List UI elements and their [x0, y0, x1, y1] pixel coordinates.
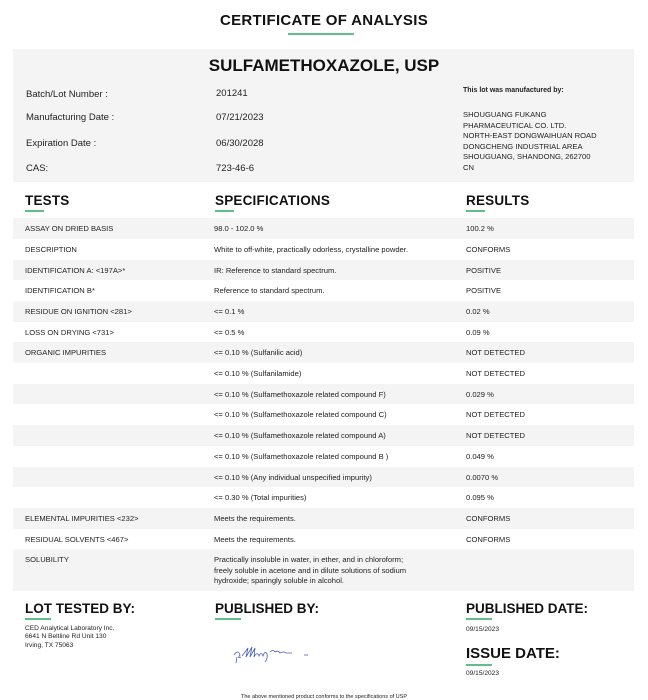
test-result: CONFORMS	[466, 513, 511, 523]
test-spec	[214, 555, 406, 587]
lab-line: Irving, TX 75063	[25, 641, 74, 649]
test-result: 0.029 %	[466, 389, 494, 399]
manufacturer-address	[463, 110, 597, 174]
test-spec: White to off-white, practically odorless, crystalline powder.	[214, 245, 409, 254]
test-spec: <= 0.10 % (Sulfamethoxazole related compound B )	[214, 451, 389, 461]
cas-value: 723-46-6	[216, 163, 255, 174]
test-spec: Reference to standard spectrum.	[214, 286, 325, 296]
signature-image	[232, 643, 332, 665]
test-spec: <= 0.10 % (Sulfamethoxazole related compound C)	[214, 410, 387, 420]
manufacturer-line: PHARMACEUTICAL CO. LTD.	[463, 120, 567, 130]
header-underline	[25, 210, 44, 212]
table-row	[13, 322, 634, 343]
cas-label: CAS:	[26, 163, 49, 174]
test-name: RESIDUE ON IGNITION <281>	[25, 306, 132, 316]
issue-date-heading: ISSUE DATE:	[466, 645, 560, 662]
test-spec: IR: Reference to standard spectrum.	[214, 265, 337, 275]
published-date-value: 09/15/2023	[466, 626, 500, 633]
published-date-heading: PUBLISHED DATE:	[466, 601, 589, 616]
test-name: IDENTIFICATION B*	[25, 286, 95, 296]
test-result: CONFORMS	[466, 245, 511, 254]
test-name: RESIDUAL SOLVENTS <467>	[25, 534, 129, 544]
test-name: ORGANIC IMPURITIES	[25, 348, 107, 358]
table-row	[13, 384, 634, 405]
heading-underline	[215, 618, 241, 620]
batch-lot-value: 201241	[216, 88, 248, 99]
test-result: 100.2 %	[466, 224, 494, 233]
product-name: SULFAMETHOXAZOLE, USP	[208, 56, 440, 75]
manufacturing-date-label: Manufacturing Date :	[26, 112, 115, 123]
test-result: POSITIVE	[466, 265, 502, 275]
manufacturer-line: NORTH-EAST DONGWAIHUAN ROAD	[463, 131, 597, 141]
table-row-solubility	[13, 549, 634, 591]
heading-underline	[466, 618, 492, 620]
published-by-heading: PUBLISHED BY:	[215, 601, 320, 616]
test-result: 0.02 %	[466, 306, 490, 316]
column-header-results: RESULTS	[466, 193, 530, 208]
manufacturer-heading: This lot was manufactured by:	[463, 87, 564, 94]
test-name: DESCRIPTION	[25, 245, 77, 254]
spec-line: Practically insoluble in water, in ether, and in chloroform;	[214, 555, 404, 565]
spec-line: freely soluble in acetone and in dilute solutions of sodium	[214, 565, 407, 575]
table-row	[13, 218, 634, 239]
lab-line: CED Analytical Laboratory Inc.	[25, 625, 115, 632]
test-spec: <= 0.10 % (Any individual unspecified impurity)	[214, 472, 372, 482]
table-row	[13, 404, 634, 425]
test-result: CONFORMS	[466, 534, 511, 544]
table-row	[13, 301, 634, 322]
test-spec: <= 0.1 %	[214, 306, 245, 316]
table-row	[13, 280, 634, 301]
test-spec: <= 0.5 %	[214, 327, 245, 337]
test-spec: <= 0.10 % (Sulfanilic acid)	[214, 348, 303, 358]
document-title: CERTIFICATE OF ANALYSIS	[219, 12, 429, 29]
test-name: ASSAY ON DRIED BASIS	[25, 224, 114, 233]
test-result: NOT DETECTED	[466, 431, 525, 441]
test-result: 0.09 %	[466, 327, 490, 337]
table-row	[13, 363, 634, 384]
manufacturer-line: SHOUGUANG, SHANDONG, 262700	[463, 152, 591, 162]
test-name: IDENTIFICATION A: <197A>*	[25, 265, 126, 275]
manufacturer-line: SHOUGUANG FUKANG	[463, 110, 547, 119]
manufacturing-date-value: 07/21/2023	[216, 112, 264, 123]
spec-line: hydroxide; sparingly soluble in alcohol.	[214, 576, 345, 586]
heading-underline	[25, 618, 51, 620]
test-spec: <= 0.10 % (Sulfamethoxazole related compound A)	[214, 431, 386, 441]
test-result: POSITIVE	[466, 286, 502, 296]
column-header-tests: TESTS	[25, 193, 70, 208]
table-row	[13, 467, 634, 488]
test-name: LOSS ON DRYING <731>	[25, 327, 114, 337]
table-row	[13, 529, 634, 550]
table-row	[13, 342, 634, 363]
title-underline	[288, 33, 354, 35]
manufacturer-line: CN	[463, 162, 474, 172]
table-row	[13, 508, 634, 529]
test-spec: <= 0.30 % (Total impurities)	[214, 493, 307, 503]
conformance-note: The above mentioned product conforms to the specifications of USP	[240, 694, 407, 700]
lab-line: 6641 N Beltline Rd Unit 130	[25, 633, 107, 641]
test-result: 0.095 %	[466, 493, 494, 503]
manufacturer-line: DONGCHENG INDUSTRIAL AREA	[463, 141, 583, 151]
test-spec: Meets the requirements.	[214, 534, 296, 544]
test-name: ELEMENTAL IMPURITIES <232>	[25, 513, 139, 523]
table-row	[13, 487, 634, 508]
expiration-date-value: 06/30/2028	[216, 138, 264, 149]
lab-address	[25, 625, 114, 650]
test-spec: Meets the requirements.	[214, 513, 296, 523]
test-result: NOT DETECTED	[466, 410, 525, 420]
batch-lot-label: Batch/Lot Number :	[26, 89, 108, 100]
table-row	[13, 425, 634, 446]
lot-tested-by-heading: LOT TESTED BY:	[25, 601, 135, 616]
test-result: NOT DETECTED	[466, 369, 525, 378]
header-underline	[466, 210, 485, 212]
table-row	[13, 239, 634, 260]
test-spec: 98.0 - 102.0 %	[214, 224, 264, 233]
test-spec: <= 0.10 % (Sulfanilamide)	[214, 369, 302, 378]
expiration-date-label: Expiration Date :	[26, 138, 97, 149]
test-spec: <= 0.10 % (Sulfamethoxazole related compound F)	[214, 389, 386, 399]
test-result: NOT DETECTED	[466, 348, 525, 358]
heading-underline	[466, 664, 492, 666]
issue-date-value: 09/15/2023	[466, 670, 500, 677]
test-result: 0.049 %	[466, 451, 494, 461]
test-result: 0.0070 %	[466, 472, 499, 482]
column-header-specifications: SPECIFICATIONS	[215, 193, 331, 208]
table-row	[13, 446, 634, 467]
header-underline	[215, 210, 234, 212]
table-row	[13, 260, 634, 281]
test-name: SOLUBILITY	[25, 555, 69, 565]
